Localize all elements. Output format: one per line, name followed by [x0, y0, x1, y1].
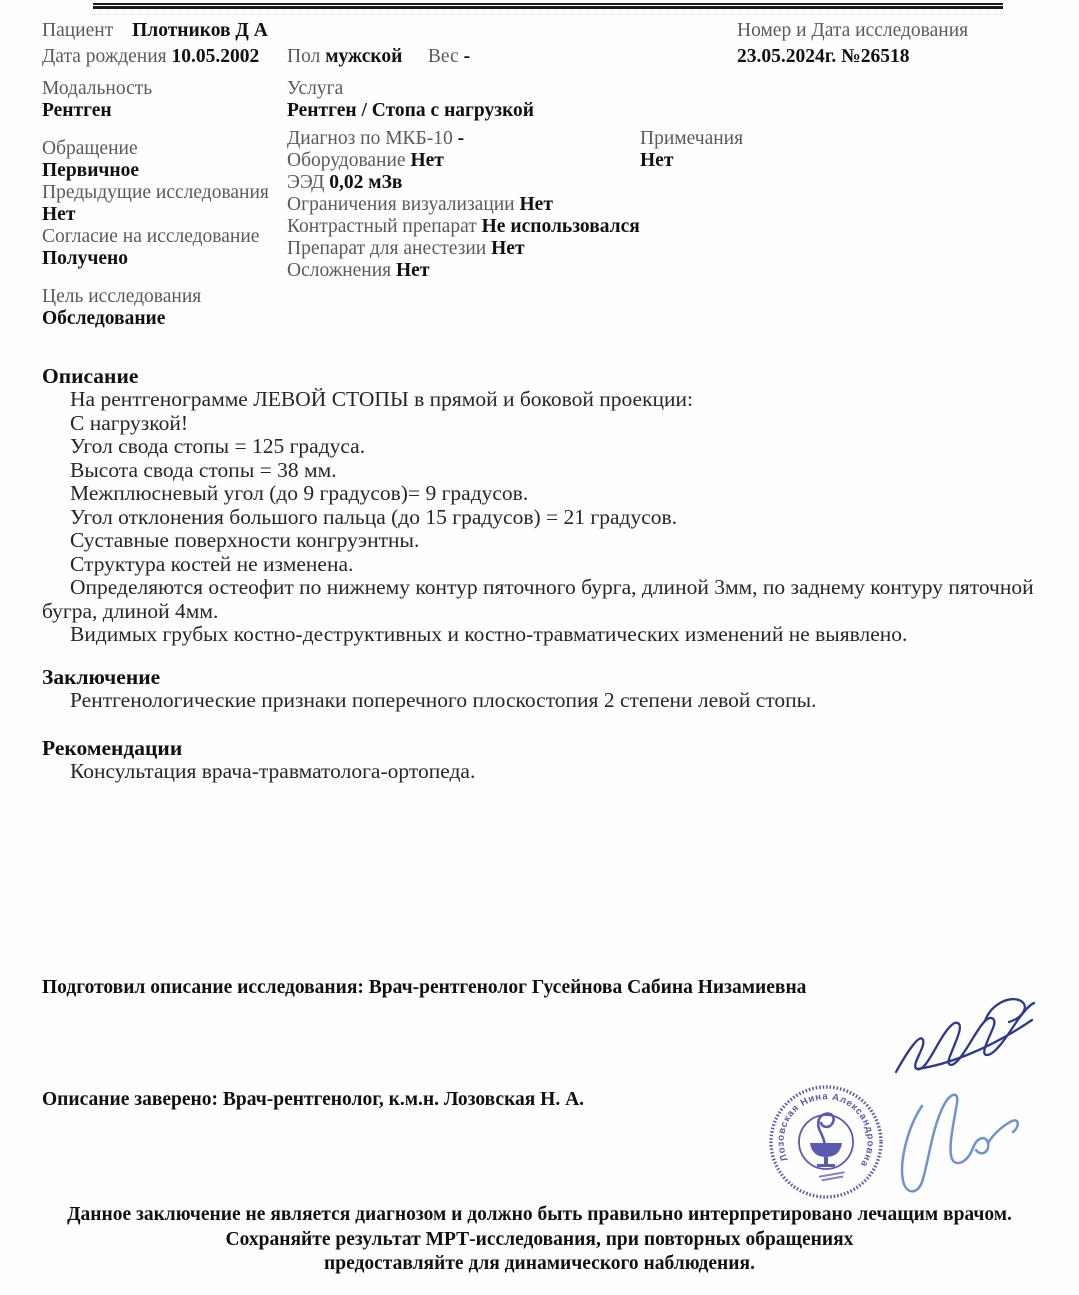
caduceus-stamp-icon [766, 1082, 886, 1202]
bowl-of-hygieia-icon [810, 1114, 842, 1167]
diagnosis-value: - [457, 128, 465, 149]
stamp-microtext-block [819, 1171, 846, 1181]
sex-value: мужской [325, 46, 403, 67]
description-line: Угол отклонения большого пальца (до 15 градусов) = 21 градусов. [70, 504, 678, 529]
equipment-label: Оборудование [287, 150, 406, 171]
weight-value: - [463, 46, 471, 67]
consent-label: Согласие на исследование [42, 226, 260, 247]
previous-studies-value: Нет [42, 204, 76, 225]
patient-block [42, 18, 470, 70]
purpose-label: Цель исследования [42, 286, 202, 307]
header-dotted-rule [93, 14, 1003, 15]
birth-date-label: Дата рождения [42, 46, 167, 67]
sex-label: Пол [287, 46, 321, 67]
technical-column [287, 128, 640, 282]
equipment-value: Нет [410, 150, 444, 171]
eed-label: ЭЭД [287, 172, 325, 193]
verifier-signature [892, 1086, 1032, 1204]
referral-value: Первичное [42, 160, 140, 181]
description-body [42, 388, 1037, 647]
eed-value: 0,02 мЗв [329, 172, 403, 193]
description-section [42, 364, 1037, 647]
svg-text:Лозовская Нина Александровна [766, 1082, 886, 1201]
conclusion-title: Заключение [42, 664, 161, 689]
prepared-by-line: Подготовил описание исследования: Врач-рентгенолог Гусейнова Сабина Низамиевна [42, 977, 807, 998]
footer-line-2: Сохраняйте результат МРТ-исследования, при повторных обращениях [225, 1228, 854, 1250]
previous-studies-label: Предыдущие исследования [42, 182, 269, 203]
modality-service-row [42, 78, 1037, 122]
study-number-block [737, 18, 1037, 70]
contrast-value: Не использовался [481, 216, 640, 237]
description-line: Межплюсневый угол (до 9 градусов)= 9 градусов. [70, 481, 529, 505]
birth-date-value: 10.05.2002 [171, 46, 260, 67]
description-line: Определяются остеофит по нижнему контур пяточного бурга, длиной 3мм, по заднему контуру пяточной бугра, длиной 4мм. [42, 575, 1034, 623]
conclusion-text: Рентгенологические признаки поперечного плоскостопия 2 степени левой стопы. [70, 687, 817, 712]
complications-value: Нет [396, 260, 430, 281]
description-line: Угол свода стопы = 125 градуса. [70, 434, 366, 458]
description-line: На рентгенограмме ЛЕВОЙ СТОПЫ в прямой и боковой проекции: [70, 387, 694, 411]
description-line: Высота свода стопы = 38 мм. [70, 457, 337, 482]
recommendations-text: Консультация врача-травматолога-ортопеда. [70, 759, 476, 783]
description-line: Суставные поверхности конгруэнтны. [70, 528, 420, 552]
visualization-limits-label: Ограничения визуализации [287, 194, 515, 215]
visualization-limits-value: Нет [519, 194, 553, 215]
recommendations-section [42, 736, 1037, 784]
footer-line-3: предоставляйте для динамического наблюдения. [324, 1253, 755, 1274]
footer-line-1: Данное заключение не является диагнозом и должно быть правильно интерпретировано лечащим врачом. [67, 1204, 1012, 1225]
doctor-stamp [766, 1082, 886, 1202]
service-value: Рентген / Стопа с нагрузкой [287, 100, 535, 121]
notes-column [640, 128, 1037, 282]
anesthesia-label: Препарат для анестезии [287, 238, 487, 259]
modality-label: Модальность [42, 78, 153, 99]
signature-navy-icon [888, 992, 1040, 1088]
service-label: Услуга [287, 78, 344, 99]
complications-label: Осложнения [287, 260, 392, 281]
purpose-block [42, 286, 1037, 330]
patient-name: Плотников Д А [132, 20, 268, 41]
weight-label: Вес [427, 46, 459, 67]
referral-label: Обращение [42, 138, 138, 159]
study-number-label: Номер и Дата исследования [737, 20, 969, 41]
top-divider-bar [93, 3, 1003, 9]
patient-label: Пациент [42, 20, 114, 41]
modality-value: Рентген [42, 100, 112, 121]
referral-column [42, 128, 287, 282]
report-header [42, 18, 1037, 70]
footer-disclaimer [0, 1203, 1079, 1277]
radiologist-signature [888, 992, 1040, 1088]
stamp-doctor-name: Лозовская Нина Александровна [775, 1091, 876, 1170]
recommendations-title: Рекомендации [42, 736, 183, 760]
conclusion-section [42, 665, 1037, 713]
diagnosis-label: Диагноз по МКБ-10 [287, 128, 453, 149]
study-details-row [42, 128, 1037, 282]
notes-label: Примечания [640, 128, 744, 149]
description-title: Описание [42, 364, 139, 388]
contrast-label: Контрастный препарат [287, 216, 477, 237]
description-line: Структура костей не изменена. [70, 551, 354, 576]
anesthesia-value: Нет [491, 238, 525, 259]
description-line: Видимых грубых костно-деструктивных и костно-травматических изменений не выявлено. [70, 622, 908, 646]
description-line: С нагрузкой! [70, 410, 189, 435]
purpose-value: Обследование [42, 308, 166, 329]
notes-value: Нет [640, 150, 674, 171]
verified-by-line: Описание заверено: Врач-рентгенолог, к.м.н. Лозовская Н. А. [42, 1089, 585, 1110]
consent-value: Получено [42, 248, 128, 269]
signature-blue-icon [892, 1086, 1032, 1204]
study-number-value: 23.05.2024г. №26518 [737, 46, 910, 67]
